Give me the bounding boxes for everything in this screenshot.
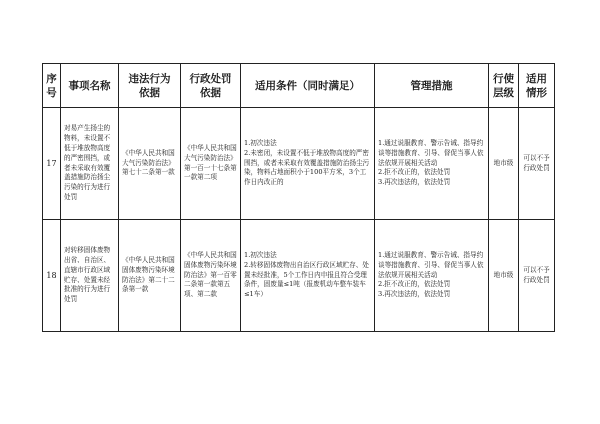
row-level: 地市级 — [489, 220, 519, 332]
header-seq: 序号 — [43, 64, 61, 108]
row-basis-law: 《中华人民共和国大气污染防治法》第七十二条第一款 — [119, 108, 181, 220]
row-seq: 18 — [43, 220, 61, 332]
measure-line: 2.拒不改正的，依法处罚 — [378, 280, 451, 289]
measure-line: 3.再次违法的，依法处罚 — [378, 290, 451, 299]
penalty-table — [42, 63, 555, 332]
condition-line: 1.初次违法 — [244, 139, 277, 147]
header-basis-law: 违法行为依据 — [119, 64, 181, 108]
table-row — [43, 108, 555, 220]
condition-line: 2.转移固体废物出自治区行政区域贮存、处置未经批准，5个工作日内申报且符合受理条件，固废量≤1吨（报废机动车整车装车≤1车） — [244, 260, 369, 299]
measure-line: 1.通过说服教育、警示告诫、指导约谈等措施教育、引导、督促当事人依法依规开展相关活动 — [378, 139, 484, 167]
row-situation: 可以不予行政处罚 — [519, 220, 555, 332]
row-basis-penalty: 《中华人民共和国大气污染防治法》第一百一十七条第一款第二项 — [181, 108, 241, 220]
row-basis-law: 《中华人民共和国固体废物污染环境防治法》第二十二条第一款 — [119, 220, 181, 332]
row-conditions — [241, 108, 375, 220]
row-level: 地市级 — [489, 108, 519, 220]
header-name: 事项名称 — [61, 64, 119, 108]
header-situation: 适用情形 — [519, 64, 555, 108]
row-name: 对转移固体废物出省、自治区、直辖市行政区域贮存、处置未经批准的行为进行处罚 — [61, 220, 119, 332]
header-level: 行使层级 — [489, 64, 519, 108]
row-basis-penalty: 《中华人民共和国固体废物污染环境防治法》第一百零二条第一款第五项、第二款 — [181, 220, 241, 332]
row-seq: 17 — [43, 108, 61, 220]
header-basis-penalty: 行政处罚依据 — [181, 64, 241, 108]
condition-line: 2.未密闭，未设置不低于堆放物高度的严密围挡，或者未采取有效覆盖措施防治扬尘污染，物料占地面积小于100平方米，3个工作日内改正的 — [244, 148, 370, 187]
header-conditions: 适用条件（同时满足） — [241, 64, 375, 108]
header-row — [43, 64, 555, 108]
row-name: 对易产生扬尘的物料，未设置不低于堆放物高度的严密围挡，或者未采取有效覆盖措施防治扬尘污染的行为进行处罚 — [61, 108, 119, 220]
measure-line: 2.拒不改正的，依法处罚 — [378, 168, 451, 177]
table-row — [43, 220, 555, 332]
row-measures — [375, 220, 489, 332]
row-situation: 可以不予行政处罚 — [519, 108, 555, 220]
measure-line: 3.再次违法的，依法处罚 — [378, 178, 451, 187]
measure-line: 1.通过说服教育、警示告诫、指导约谈等措施教育、引导、督促当事人依法依规开展相关活动 — [378, 251, 484, 279]
row-measures — [375, 108, 489, 220]
condition-line: 1.初次违法 — [244, 251, 277, 259]
row-conditions — [241, 220, 375, 332]
header-measures: 管理措施 — [375, 64, 489, 108]
